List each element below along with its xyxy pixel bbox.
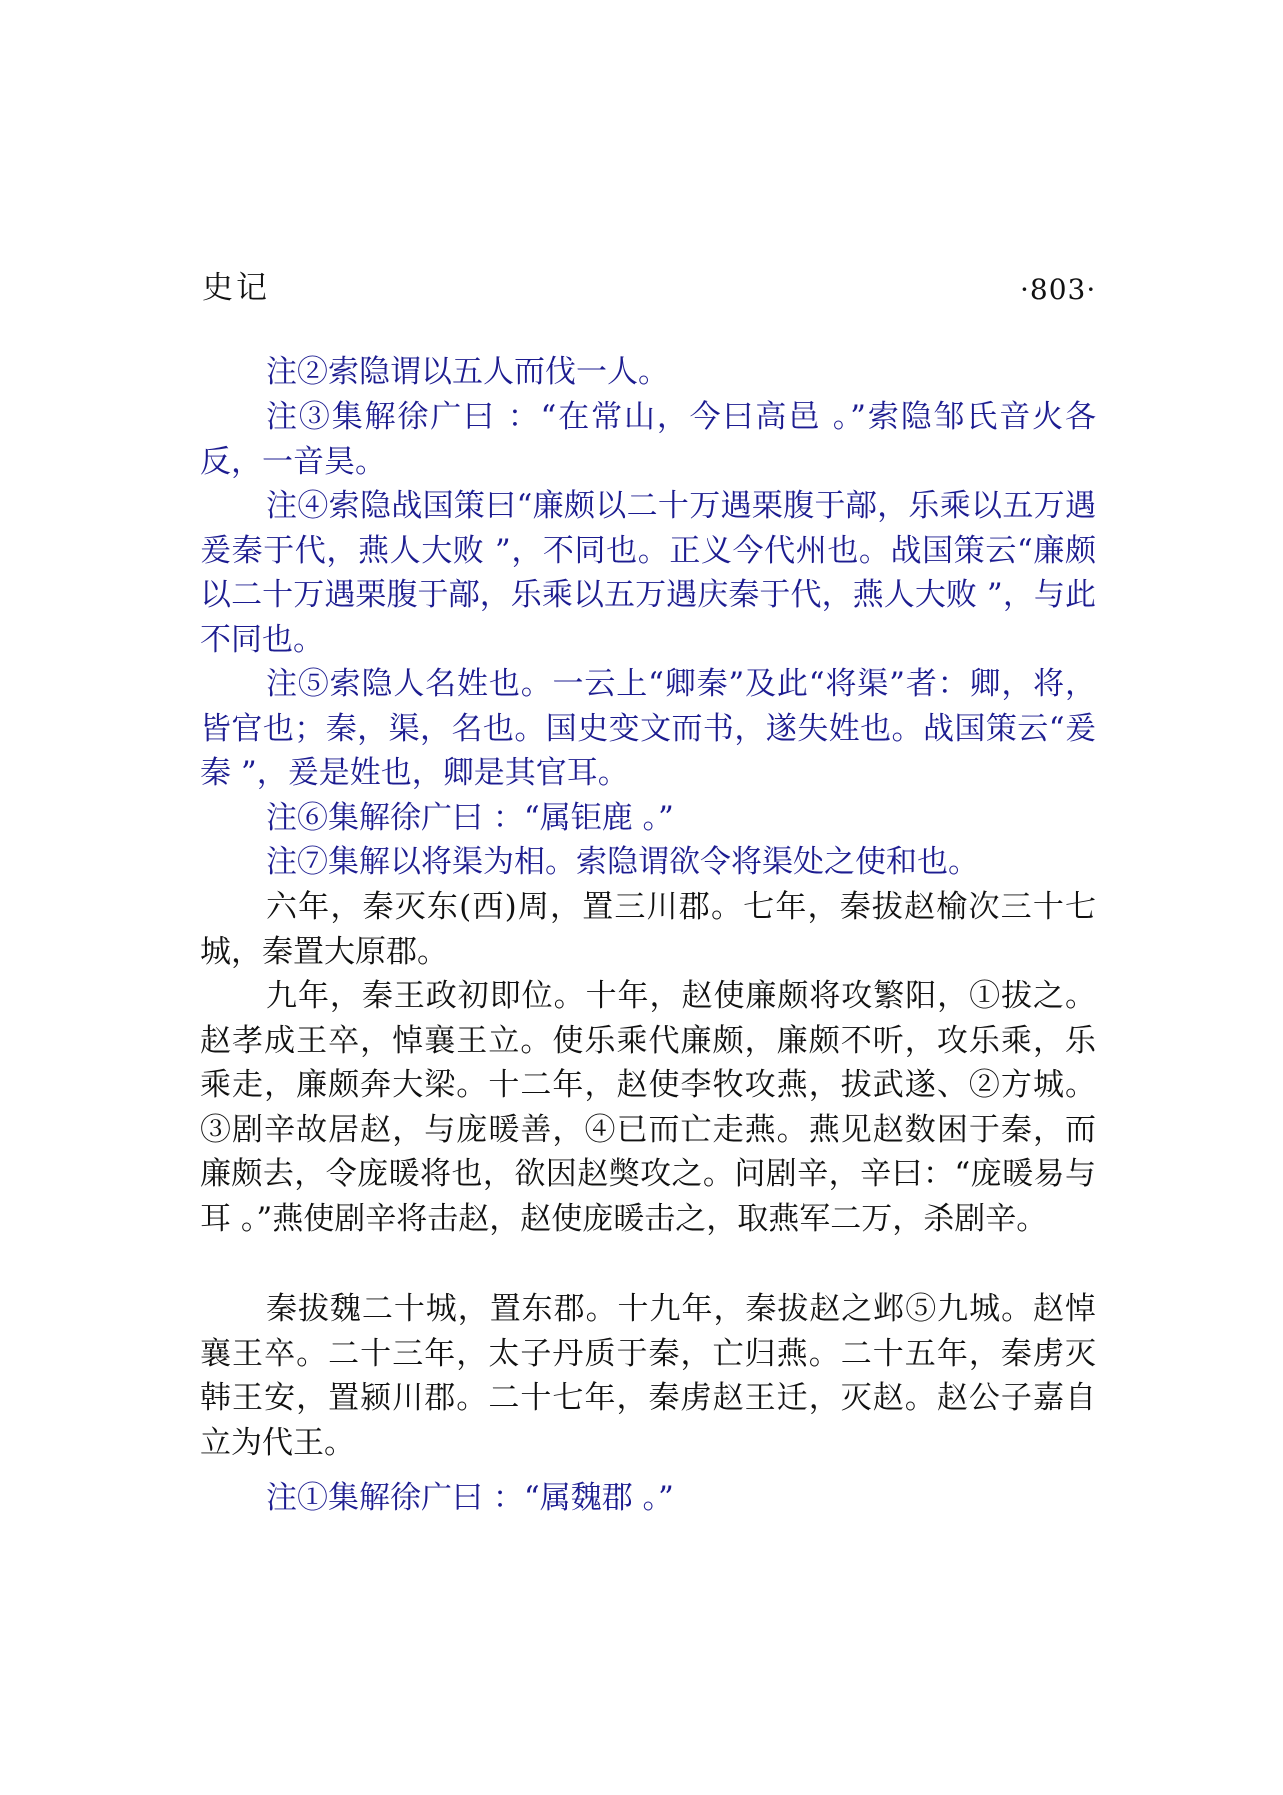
body-paragraph-1: 六年，秦灭东(西)周，置三川郡。七年，秦拔赵榆次三十七城，秦置大原郡。 (200, 889, 1096, 970)
note-6: 注⑥集解徐广曰 ：“属钜鹿 。” (266, 800, 674, 836)
note-4: 注④索隐战国策曰“廉颇以二十万遇栗腹于鄗，乐乘以五万遇爰秦于代，燕人大败 ”，不同也。正义今代州也。战国策云“廉颇以二十万遇栗腹于鄗，乐乘以五万遇庆秦于代，燕人大败 ”，与此不同也。 (200, 488, 1096, 658)
book-title: 史记 (202, 270, 270, 306)
note-2: 注②索隐谓以五人而伐一人。 (266, 354, 669, 390)
body-paragraph-2: 九年，秦王政初即位。十年，赵使廉颇将攻繁阳，①拔之。赵孝成王卒，悼襄王立。使乐乘代廉颇，廉颇不听，攻乐乘，乐乘走，廉颇奔大梁。十二年，赵使李牧攻燕，拔武遂、②方城。③剧辛故居赵，与庞暖善，④已而亡走燕。燕见赵数困于秦，而廉颇去，令庞暖将也，欲因赵獘攻之。问剧辛，辛曰：“庞暖易与耳 。”燕使剧辛将击赵，赵使庞暖击之，取燕军二万，杀剧辛。 (200, 978, 1096, 1237)
note-5: 注⑤索隐人名姓也。一云上“卿秦”及此“将渠”者：卿，将，皆官也；秦，渠，名也。国史变文而书，遂失姓也。战国策云“爰秦 ”，爰是姓也，卿是其官耳。 (200, 666, 1096, 791)
body-paragraph-3: 秦拔魏二十城，置东郡。十九年，秦拔赵之邺⑤九城。赵悼襄王卒。二十三年，太子丹质于秦，亡归燕。二十五年，秦虏灭韩王安，置颍川郡。二十七年，秦虏赵王迁，灭赵。赵公子嘉自立为代王。 (200, 1291, 1096, 1461)
page-number: ·803· (1020, 273, 1097, 306)
note-1-bottom: 注①集解徐广曰 ：“属魏郡 。” (266, 1480, 674, 1516)
note-3: 注③集解徐广曰 ：“在常山，今曰高邑 。”索隐邹氏音火各反，一音昊。 (200, 399, 1096, 480)
note-7: 注⑦集解以将渠为相。索隐谓欲令将渠处之使和也。 (266, 844, 979, 880)
